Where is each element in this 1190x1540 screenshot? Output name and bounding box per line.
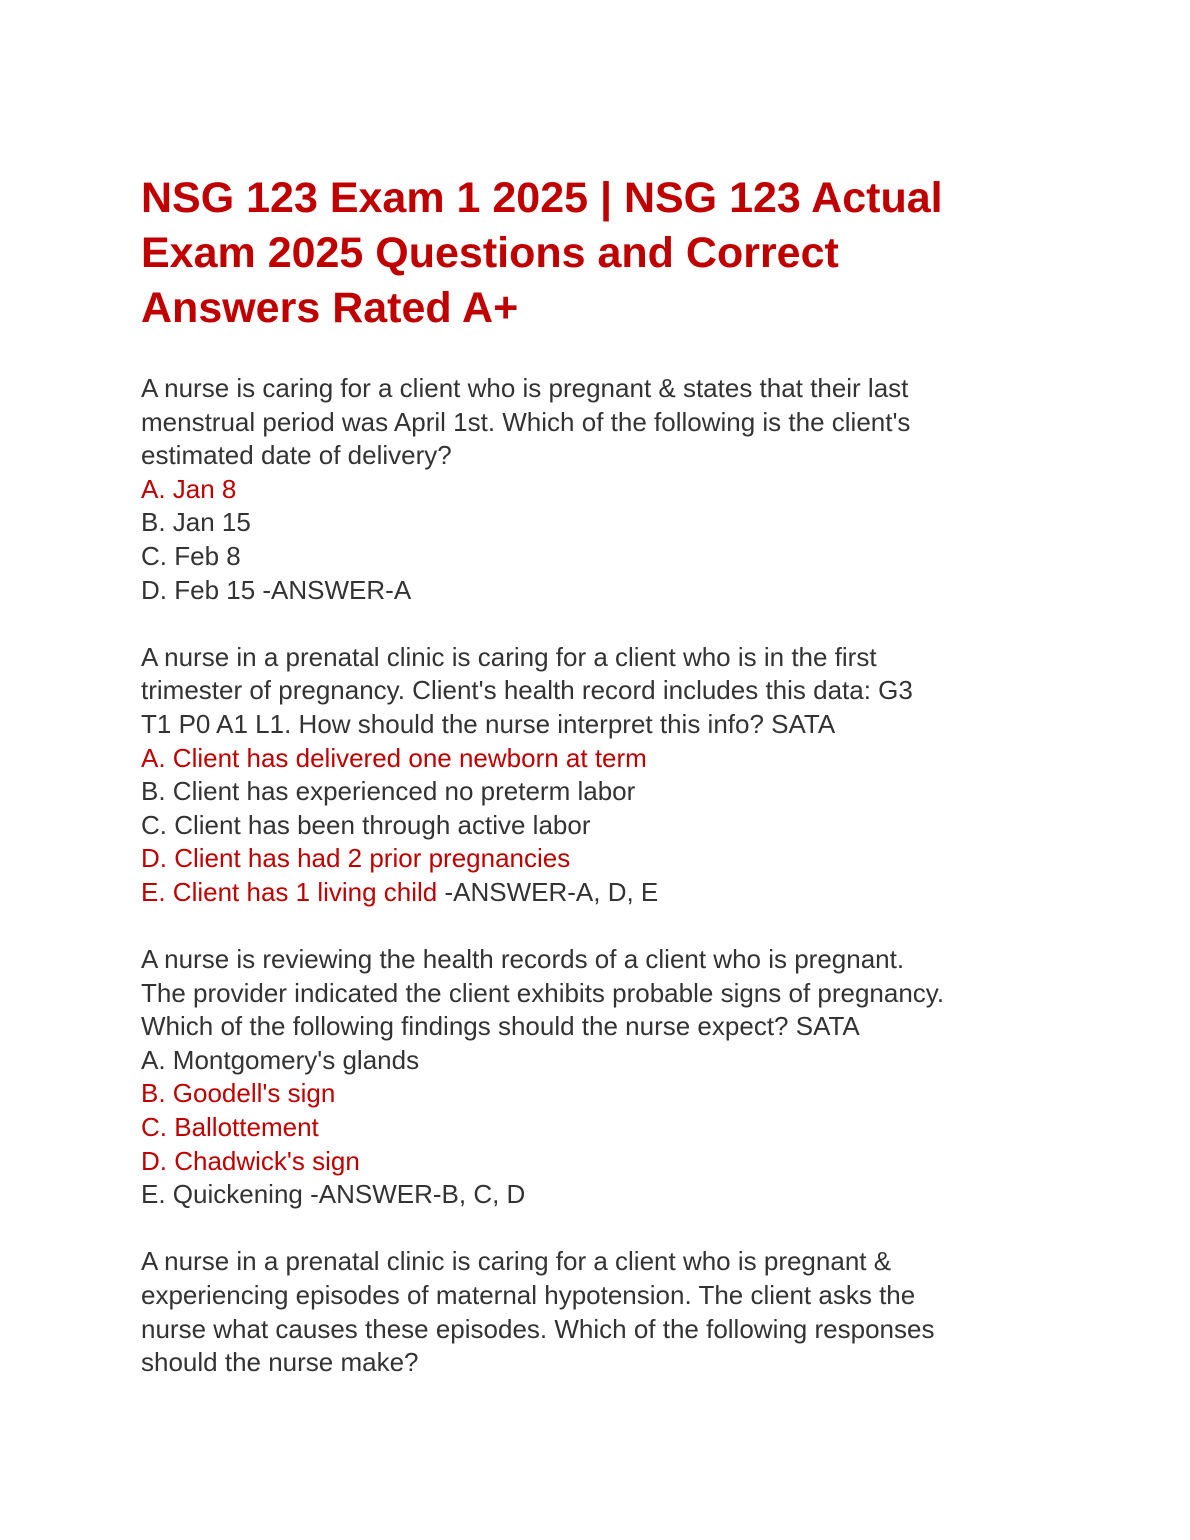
question-stem-line: A nurse is caring for a client who is pregnant & states that their last [141, 373, 909, 403]
title-line: Exam 2025 Questions and Correct [141, 229, 839, 277]
question-stem-line: experiencing episodes of maternal hypotension. The client asks the [141, 1280, 916, 1311]
question-stem-line: menstrual period was April 1st. Which of the following is the client's [141, 406, 911, 437]
question-stem-line: The provider indicated the client exhibits probable signs of pregnancy. [141, 977, 945, 1008]
answer-option [141, 842, 1101, 876]
question-stem-line: T1 P0 A1 L1. How should the nurse interpret this info? SATA [141, 708, 836, 739]
question-block [141, 372, 1101, 607]
correct-option-text: A. Jan 8 [141, 473, 237, 504]
question-list [141, 372, 1101, 1380]
correct-option-text: E. Client has 1 living child [141, 876, 438, 907]
question-stem-line: A nurse in a prenatal clinic is caring for a client who is pregnant & [141, 1246, 892, 1277]
correct-option-text: B. Goodell's sign [141, 1078, 336, 1109]
title-line: NSG 123 Exam 1 2025 | NSG 123 Actual [141, 174, 943, 222]
answer-option [141, 1178, 1101, 1212]
answer-key: -ANSWER-A, D, E [437, 876, 659, 907]
document-title [141, 171, 1101, 336]
option-text: B. Client has experienced no preterm labor [141, 776, 636, 807]
answer-option [141, 473, 1101, 507]
title-line: Answers Rated A+ [141, 284, 519, 332]
answer-option [141, 1145, 1101, 1179]
answer-option [141, 1044, 1101, 1078]
answer-option [141, 775, 1101, 809]
question-block [141, 1245, 1101, 1379]
option-text: B. Jan 15 [141, 507, 251, 538]
correct-option-text: C. Ballottement [141, 1112, 319, 1143]
answer-option [141, 506, 1101, 540]
answer-key: -ANSWER-B, C, D [302, 1179, 526, 1210]
answer-option [141, 540, 1101, 574]
answer-option [141, 1077, 1101, 1111]
question-block [141, 943, 1101, 1212]
correct-option-text: A. Client has delivered one newborn at term [141, 742, 647, 773]
option-text: C. Feb 8 [141, 540, 241, 571]
answer-option [141, 809, 1101, 843]
question-stem-line: nurse what causes these episodes. Which of the following responses [141, 1313, 935, 1344]
question-stem-line: A nurse is reviewing the health records of a client who is pregnant. [141, 944, 905, 975]
question-stem-line: should the nurse make? [141, 1347, 419, 1378]
correct-option-text: D. Chadwick's sign [141, 1145, 360, 1176]
answer-option [141, 574, 1101, 608]
correct-option-text: D. Client has had 2 prior pregnancies [141, 843, 571, 874]
question-stem-line: estimated date of delivery? [141, 440, 452, 471]
option-text: A. Montgomery's glands [141, 1044, 420, 1075]
option-text: C. Client has been through active labor [141, 809, 591, 840]
answer-option [141, 876, 1101, 910]
question-stem-line: trimester of pregnancy. Client's health record includes this data: G3 [141, 675, 913, 706]
answer-option [141, 742, 1101, 776]
option-text: D. Feb 15 [141, 574, 256, 605]
answer-key: -ANSWER-A [255, 574, 412, 605]
question-block [141, 641, 1101, 910]
document-page [141, 171, 1101, 1413]
answer-option [141, 1111, 1101, 1145]
option-text: E. Quickening [141, 1179, 303, 1210]
question-stem-line: Which of the following findings should the nurse expect? SATA [141, 1011, 860, 1042]
question-stem-line: A nurse in a prenatal clinic is caring for a client who is in the first [141, 641, 877, 672]
